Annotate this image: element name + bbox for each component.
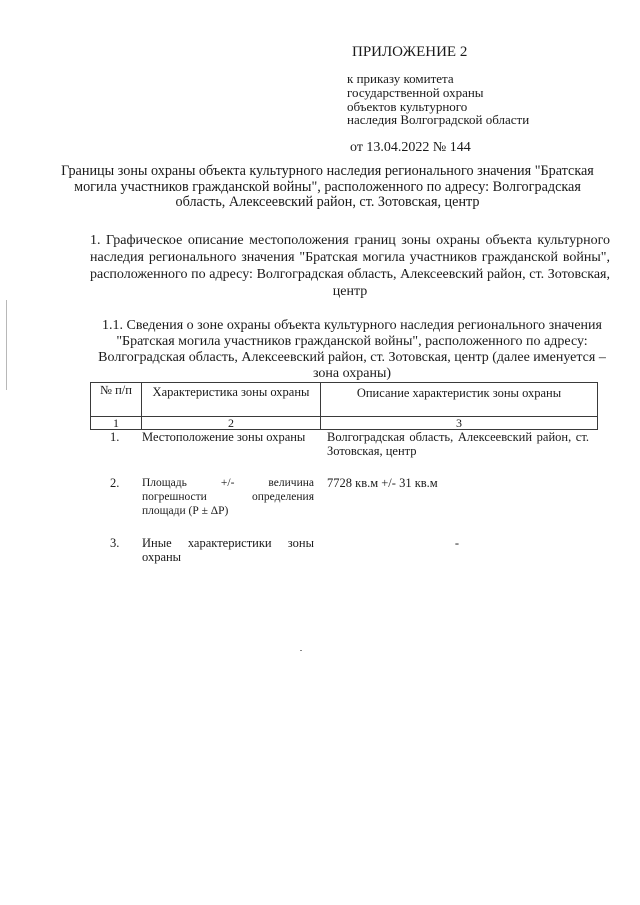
row-number: 3. [110, 536, 120, 550]
column-number-1: 1 [91, 417, 142, 430]
header-characteristic: Характеристика зоны охраны [142, 383, 321, 417]
row-description: - [454, 536, 460, 550]
column-number-2: 2 [142, 417, 321, 430]
appendix-title: ПРИЛОЖЕНИЕ 2 [352, 44, 468, 60]
header-num: № п/п [91, 383, 142, 417]
row-number: 2. [110, 476, 120, 490]
document-title: Границы зоны охраны объекта культурного наследия регионального значения "Братская могила участников гражданской войны", расположенного по адресу: Волгоградская область, Алексеевский район, ст. Зотовская, центр [61, 163, 594, 210]
scan-speck [300, 650, 302, 651]
order-line-3: объектов культурного [347, 99, 468, 114]
row-number: 1. [110, 430, 120, 444]
row-characteristic: Местоположение зоны охраны [142, 430, 306, 444]
order-date: от 13.04.2022 № 144 [350, 140, 471, 155]
section-1-heading: 1. Графическое описание местоположения границ зоны охраны объекта культурного наследия регионального значения "Братская могила участников гражданской войны", расположенного по адресу: Волгоградская область, Алексеевский район, ст. Зотовская, центр [90, 233, 610, 299]
row-description: 7728 кв.м +/- 31 кв.м [327, 476, 438, 490]
header-description: Описание характеристик зоны охраны [321, 383, 598, 417]
column-number-3: 3 [321, 417, 598, 430]
scan-edge-mark [6, 300, 7, 390]
order-line-1: к приказу комитета [347, 71, 454, 86]
row-characteristic: Площадь +/- величина погрешности определения площади (Р ± ΔР) [142, 477, 314, 517]
table-column-numbers-row [91, 417, 598, 430]
subsection-1-1-heading: 1.1. Сведения о зоне охраны объекта культурного наследия регионального значения "Братская могила участников гражданской войны", расположенного по адресу: Волгоградская область, Алексеевский район, ст. Зотовская, центр (далее именуется – зона охраны) [98, 318, 606, 381]
order-line-2: государственной охраны [347, 85, 484, 100]
row-description: Волгоградская область, Алексеевский район, ст. Зотовская, центр [327, 430, 589, 458]
zone-info-table [90, 382, 598, 430]
table-header-row [91, 383, 598, 417]
row-characteristic: Иные характеристики зоны охраны [142, 536, 314, 564]
order-line-4: наследия Волгоградской области [347, 112, 530, 127]
